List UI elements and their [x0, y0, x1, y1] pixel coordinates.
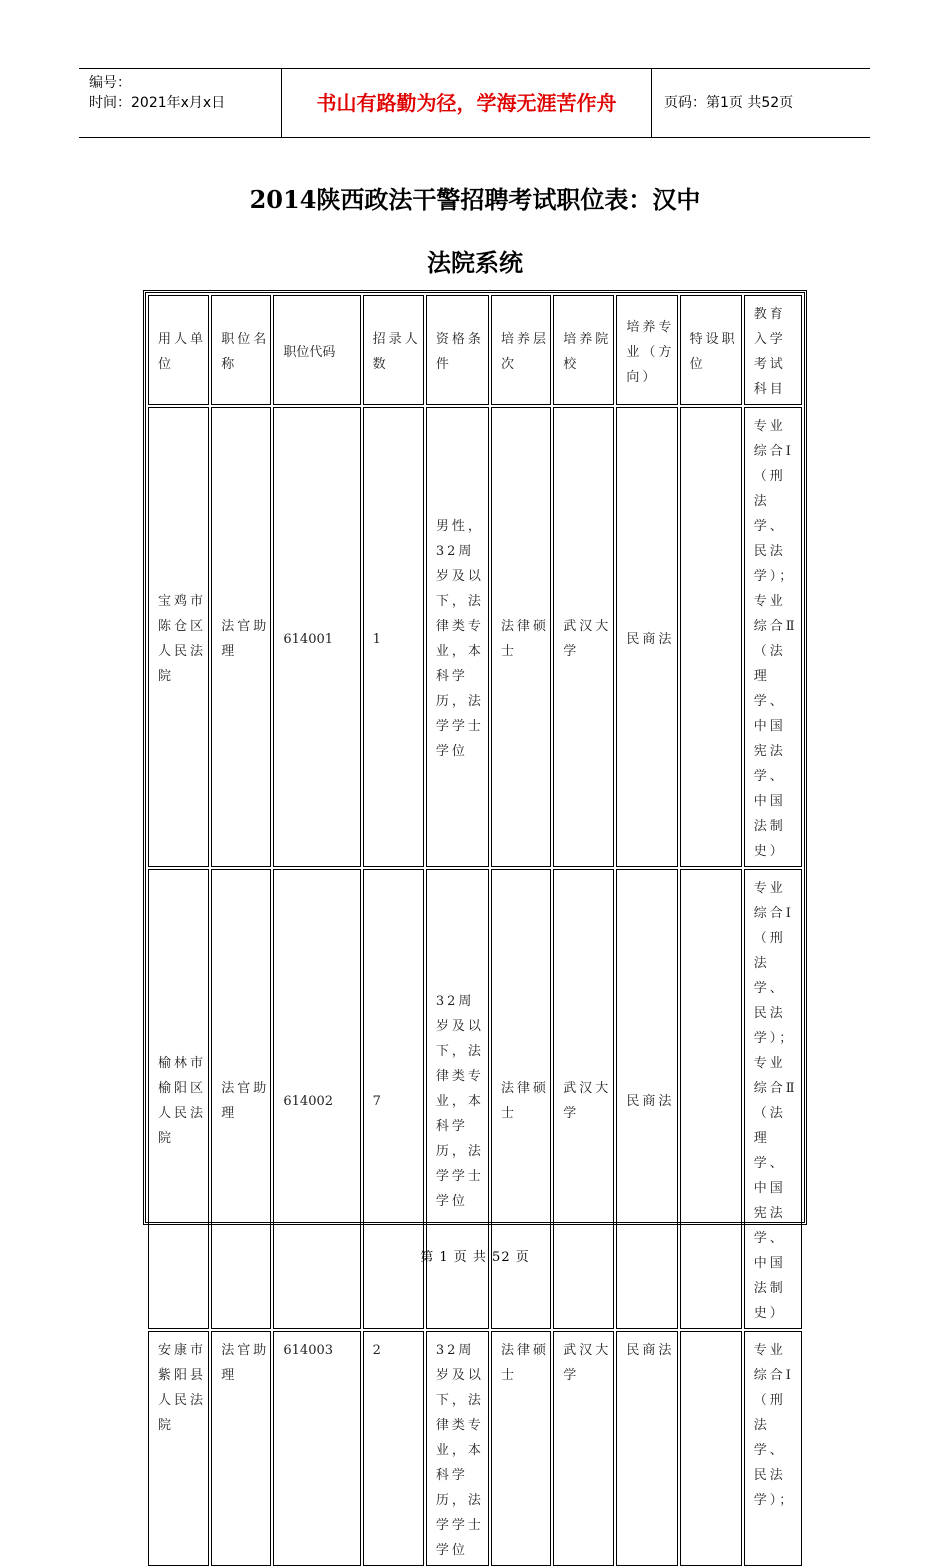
special-cell — [680, 1331, 742, 1566]
exam-cell: 专业综合Ⅰ（刑法学、民法学）； — [744, 1331, 802, 1566]
level-cell: 法律硕士 — [491, 1331, 551, 1566]
count-cell: 1 — [363, 407, 424, 867]
table-row — [148, 1331, 802, 1566]
number-label: 编号： — [89, 75, 131, 91]
school-cell: 武汉大学 — [553, 869, 614, 1329]
exam-cell: 专业综合Ⅰ（刑法学、民法学）；专业综合Ⅱ（法理学、中国宪法学、中国法制史） — [744, 869, 802, 1329]
column-header: 用人单位 — [148, 295, 209, 405]
special-cell — [680, 407, 742, 867]
major-cell: 民商法 — [616, 1331, 677, 1566]
document-header — [79, 68, 870, 138]
requirement-cell: 32周岁及以下，法律类专业，本科学历，法学学士学位 — [426, 1331, 489, 1566]
level-cell: 法律硕士 — [491, 407, 551, 867]
position-cell: 法官助理 — [211, 407, 271, 867]
unit-cell: 安康市紫阳县人民法院 — [148, 1331, 209, 1566]
position-cell: 法官助理 — [211, 869, 271, 1329]
column-header: 培养专业（方向） — [616, 295, 677, 405]
code-cell: 614001 — [273, 407, 360, 867]
column-header: 职位名称 — [211, 295, 271, 405]
column-header: 培养院校 — [553, 295, 614, 405]
major-cell: 民商法 — [616, 407, 677, 867]
level-cell: 法律硕士 — [491, 869, 551, 1329]
school-cell: 武汉大学 — [553, 1331, 614, 1566]
requirement-cell: 男性，32周岁及以下，法律类专业，本科学历，法学学士学位 — [426, 407, 489, 867]
exam-cell: 专业综合Ⅰ（刑法学、民法学）；专业综合Ⅱ（法理学、中国宪法学、中国法制史） — [744, 407, 802, 867]
major-cell: 民商法 — [616, 869, 677, 1329]
position-cell: 法官助理 — [211, 1331, 271, 1566]
header-page-info: 页码：第1页 共52页 — [664, 95, 794, 111]
table-row — [148, 407, 802, 867]
column-header: 职位代码 — [273, 295, 360, 405]
unit-cell: 榆林市榆阳区人民法院 — [148, 869, 209, 1329]
page-title-line2: 法院系统 — [427, 248, 523, 277]
table-header-row — [148, 295, 802, 405]
page-footer: 第 1 页 共 52 页 — [420, 1250, 530, 1265]
header-motto: 书山有路勤为径，学海无涯苦作舟 — [281, 69, 652, 137]
column-header: 招录人数 — [363, 295, 424, 405]
time-label: 时间：2021年x月x日 — [89, 95, 226, 111]
school-cell: 武汉大学 — [553, 407, 614, 867]
count-cell: 2 — [363, 1331, 424, 1566]
header-meta — [79, 69, 281, 137]
page-title-line1: 2014陕西政法干警招聘考试职位表：汉中 — [249, 185, 701, 214]
column-header: 特设职位 — [680, 295, 742, 405]
count-cell: 7 — [363, 869, 424, 1329]
code-cell: 614003 — [273, 1331, 360, 1566]
code-cell: 614002 — [273, 869, 360, 1329]
requirement-cell: 32周岁及以下，法律类专业，本科学历，法学学士学位 — [426, 869, 489, 1329]
column-header: 培养层次 — [491, 295, 551, 405]
column-header: 资格条件 — [426, 295, 489, 405]
column-header: 教育入学考试科目 — [744, 295, 802, 405]
unit-cell: 宝鸡市陈仓区人民法院 — [148, 407, 209, 867]
